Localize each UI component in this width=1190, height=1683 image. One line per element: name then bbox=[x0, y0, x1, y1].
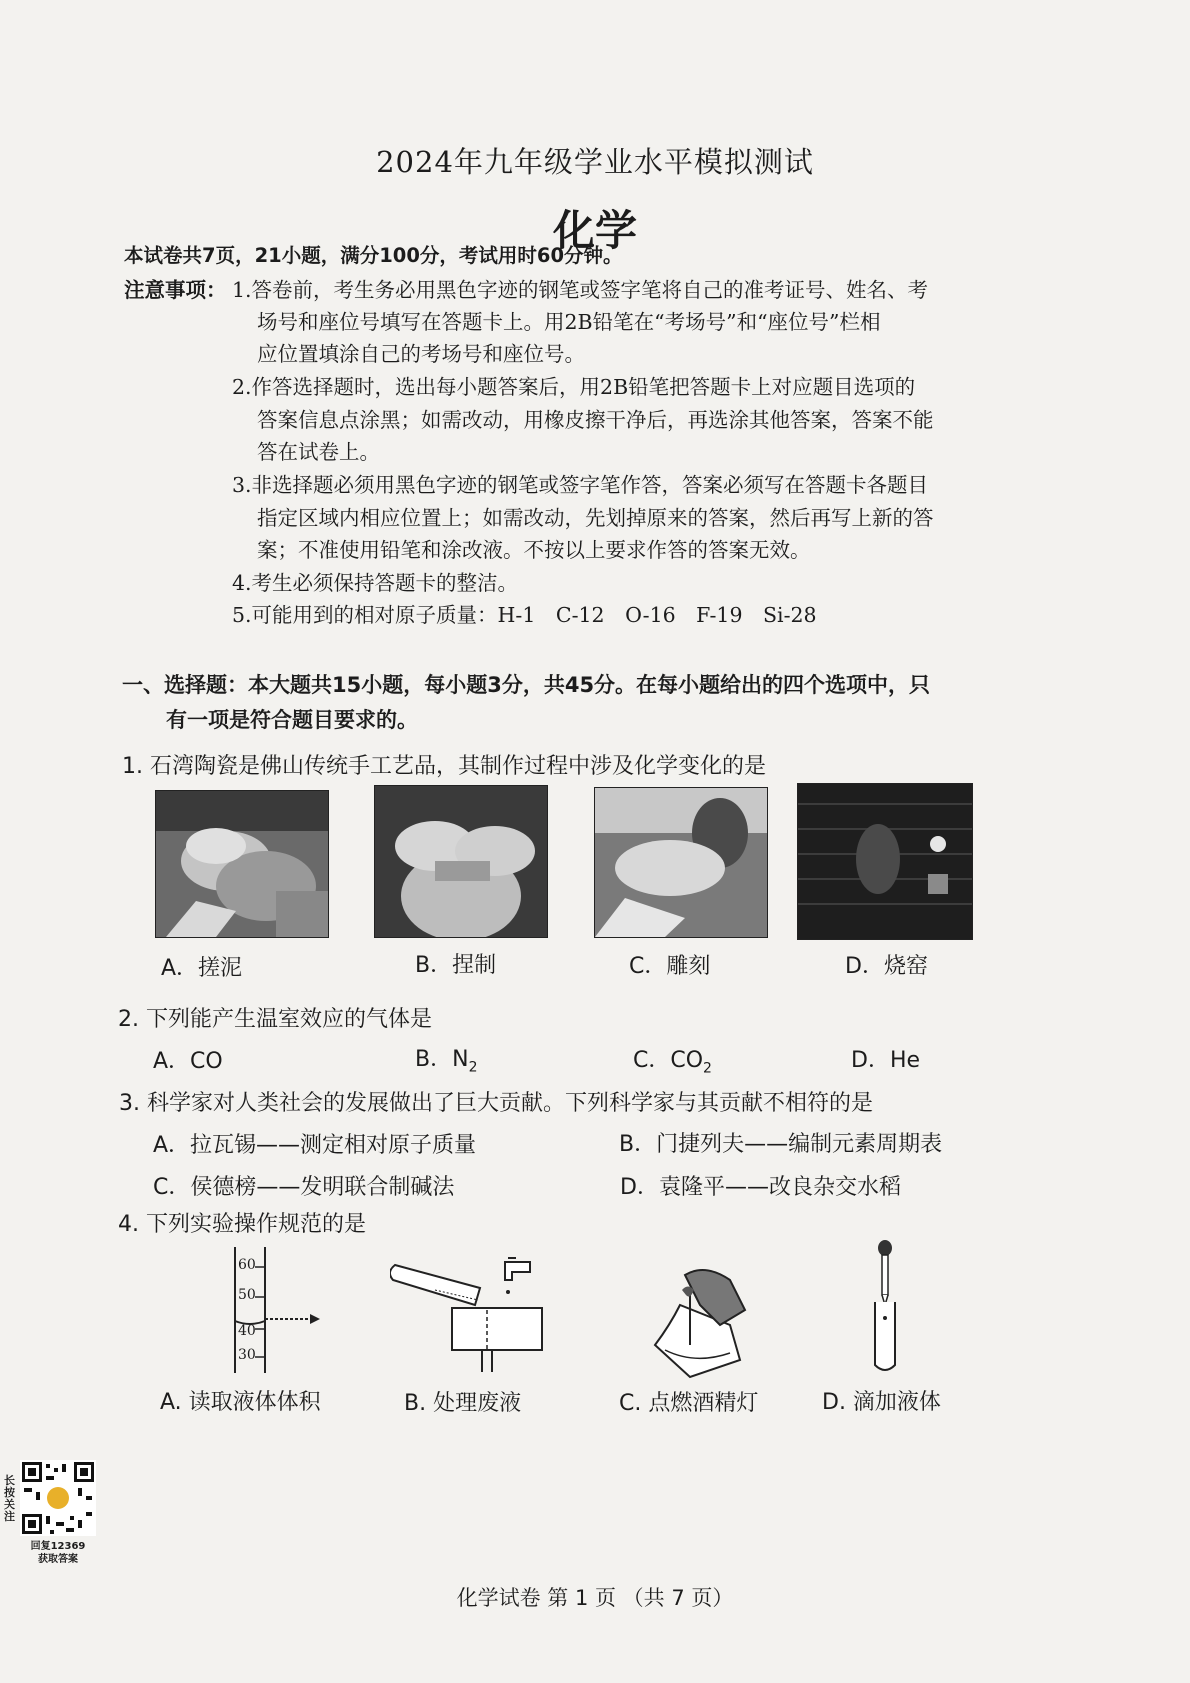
qr-side-text bbox=[4, 1475, 16, 1523]
cylinder-tick-label: 60 bbox=[238, 1257, 256, 1273]
exam-info: 本试卷共7页，21小题，满分100分，考试用时60分钟。 bbox=[124, 244, 623, 267]
question-1-option-c: C．雕刻 bbox=[629, 954, 711, 979]
question-4-option-d: D. 滴加液体 bbox=[822, 1390, 941, 1415]
question-1-option-d: D．烧窑 bbox=[845, 954, 928, 979]
cylinder-tick-label: 40 bbox=[238, 1323, 256, 1339]
qr-side-char: 注 bbox=[4, 1510, 15, 1523]
qr-caption bbox=[20, 1540, 96, 1566]
qr-code[interactable] bbox=[20, 1460, 96, 1536]
question-4-stem: 4. 下列实验操作规范的是 bbox=[118, 1212, 366, 1237]
question-1-stem: 1. 石湾陶瓷是佛山传统手工艺品，其制作过程中涉及化学变化的是 bbox=[122, 754, 766, 779]
section-heading-cont: 有一项是符合题目要求的。 bbox=[166, 708, 418, 732]
question-3-option-a: A．拉瓦锡——测定相对原子质量 bbox=[153, 1133, 477, 1158]
subject-title: 化学 bbox=[552, 206, 637, 255]
notice-line: 2.作答选择题时，选出每小题答案后，用2B铅笔把答题卡上对应题目选项的 bbox=[232, 375, 916, 399]
notice-line: 案；不准使用铅笔和涂改液。不按以上要求作答的答案无效。 bbox=[257, 538, 811, 562]
diagram-waste-liquid bbox=[390, 1250, 550, 1375]
qr-side-char: 长 bbox=[4, 1474, 15, 1487]
photo-kiln-firing bbox=[797, 783, 973, 940]
diagram-graduated-cylinder bbox=[220, 1245, 340, 1375]
section-heading: 一、选择题：本大题共15小题，每小题3分，共45分。在每小题给出的四个选项中，只 bbox=[122, 673, 931, 697]
question-1-option-b: B．捏制 bbox=[415, 953, 497, 978]
diagram-dropper bbox=[870, 1240, 900, 1375]
question-2-option-b bbox=[415, 1042, 477, 1075]
question-3-option-c: C．侯德榜——发明联合制碱法 bbox=[153, 1175, 455, 1200]
subscript: 2 bbox=[468, 1059, 478, 1076]
qr-caption-line: 获取答案 bbox=[38, 1554, 78, 1565]
question-3-stem: 3. 科学家对人类社会的发展做出了巨大贡献。下列科学家与其贡献不相符的是 bbox=[119, 1091, 873, 1116]
question-1-option-a: A．搓泥 bbox=[161, 956, 243, 981]
notice-line: 场号和座位号填写在答题卡上。用2B铅笔在“考场号”和“座位号”栏相 bbox=[257, 310, 881, 334]
question-2-option-c bbox=[633, 1043, 712, 1076]
photo-carving bbox=[594, 787, 768, 938]
question-2-option-a: A．CO bbox=[153, 1049, 223, 1074]
subscript: 2 bbox=[703, 1060, 712, 1077]
notice-line: 4.考生必须保持答题卡的整洁。 bbox=[232, 571, 519, 595]
notice-line: 5.可能用到的相对原子质量：H-1 C-12 O-16 F-19 Si-28 bbox=[232, 603, 817, 627]
diagram-alcohol-lamp bbox=[650, 1265, 760, 1385]
notice-line: 应位置填涂自己的考场号和座位号。 bbox=[257, 342, 585, 366]
cylinder-tick-label: 50 bbox=[238, 1287, 256, 1303]
qr-side-char: 关 bbox=[4, 1498, 15, 1511]
notice-line: 答在试卷上。 bbox=[257, 440, 380, 464]
notice-line: 答案信息点涂黑；如需改动，用橡皮擦干净后，再选涂其他答案，答案不能 bbox=[257, 408, 934, 432]
question-3-option-b: B．门捷列夫——编制元素周期表 bbox=[619, 1132, 943, 1157]
question-2-option-d: D．He bbox=[851, 1048, 921, 1073]
question-4-option-c: C. 点燃酒精灯 bbox=[619, 1391, 759, 1416]
qr-side-char: 按 bbox=[4, 1486, 15, 1499]
question-2-stem: 2. 下列能产生温室效应的气体是 bbox=[118, 1007, 432, 1032]
exam-title: 2024年九年级学业水平模拟测试 bbox=[376, 145, 814, 179]
cylinder-tick-label: 30 bbox=[238, 1347, 256, 1363]
notice-line: 3.非选择题必须用黑色字迹的钢笔或签字笔作答，答案必须写在答题卡各题目 bbox=[232, 473, 929, 497]
page-footer: 化学试卷 第 1 页 （共 7 页） bbox=[456, 1586, 734, 1610]
photo-shaping-clay bbox=[374, 785, 548, 938]
question-4-option-a: A. 读取液体体积 bbox=[160, 1390, 321, 1415]
notice-line: 1.答卷前，考生务必用黑色字迹的钢笔或签字笔将自己的准考证号、姓名、考 bbox=[232, 278, 929, 302]
question-4-option-b: B. 处理废液 bbox=[404, 1391, 522, 1416]
notice-line: 指定区域内相应位置上；如需改动，先划掉原来的答案，然后再写上新的答 bbox=[257, 506, 934, 530]
question-3-option-d: D．袁隆平——改良杂交水稻 bbox=[620, 1175, 901, 1200]
option-text: C．CO bbox=[633, 1048, 704, 1073]
notice-label: 注意事项： bbox=[124, 278, 227, 302]
photo-kneading-clay bbox=[155, 790, 329, 938]
qr-caption-line: 回复12369 bbox=[30, 1541, 86, 1552]
option-text: B．N bbox=[415, 1047, 469, 1072]
